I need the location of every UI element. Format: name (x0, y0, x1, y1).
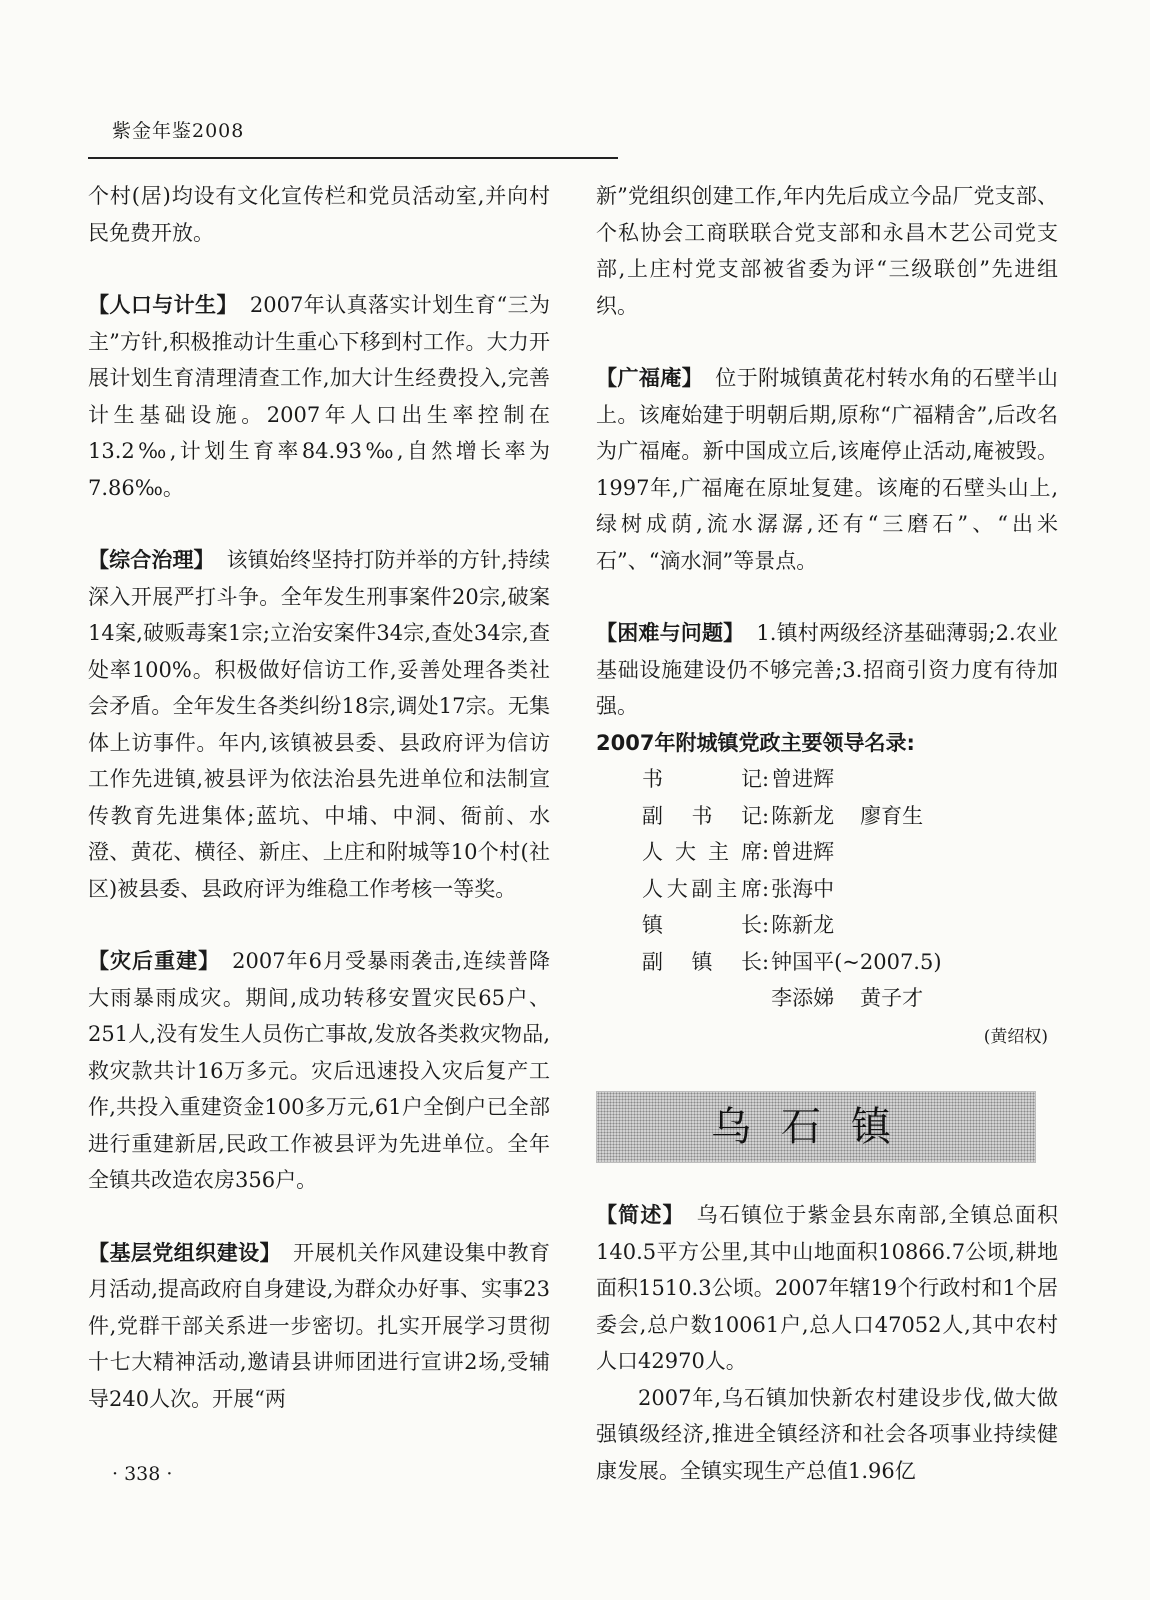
section-problems (596, 615, 1058, 725)
roster-row (642, 834, 1058, 871)
heading-guangfu: 【广福庵】 (596, 366, 704, 390)
text-party: 开展机关作风建设集中教育月活动,提高政府自身建设,为群众办好事、实事23件,党群干部关系进一步密切。扎实开展学习贯彻十七大精神活动,邀请县讲师团进行宣讲2场,受辅导240人次。开展“两 (88, 1240, 551, 1411)
roster-name: 张海中 (771, 876, 835, 901)
roster-name: 黄子才 (860, 986, 924, 1010)
roster-role (642, 980, 762, 1017)
page-number: · 338 · (112, 1463, 173, 1485)
roster-role: 镇长 (642, 913, 762, 937)
heading-population: 【人口与计生】 (88, 293, 238, 317)
roster-row (642, 907, 1058, 944)
roster-colon: : (762, 767, 770, 791)
left-column (88, 178, 550, 1417)
roster-colon: : (762, 876, 770, 901)
section-population (88, 287, 550, 506)
paragraph-continued: 新”党组织创建工作,年内先后成立今品厂党支部、个私协会工商联联合党支部和永昌木艺公司党支部,上庄村党支部被省委为评“三级联创”先进组织。 (596, 184, 1058, 318)
section-governance (88, 542, 550, 907)
header-rule (88, 157, 618, 159)
paragraph-2007: 2007年,乌石镇加快新农村建设步伐,做大做强镇级经济,推进全镇经济和社会各项事业持续健康发展。全镇实现生产总值1.96亿 (596, 1385, 1058, 1483)
roster-role: 人大副主席 (642, 876, 762, 901)
heading-problems: 【困难与问题】 (596, 621, 745, 645)
roster-names (769, 871, 834, 908)
roster-name: 陈新龙 (771, 913, 835, 937)
paragraph-intro: 个村(居)均设有文化宣传栏和党员活动室,并向村民免费开放。 (88, 184, 550, 245)
roster-name: 李添娣 (771, 986, 835, 1010)
roster-name: 陈新龙 (771, 803, 835, 828)
section-banner: 乌石镇 (596, 1091, 1036, 1163)
text-guangfu: 位于附城镇黄花村转水角的石壁半山上。该庵始建于明朝后期,原称“广福精舍”,后改名为广福庵。新中国成立后,该庵停止活动,庵被毁。1997年,广福庵在原址复建。该庵的石壁头山上,绿树成荫,流水潺潺,还有“三磨石”、“出米石”、“滴水洞”等景点。 (596, 366, 1058, 573)
roster-names (769, 761, 834, 798)
roster-title: 2007年附城镇党政主要领导名录: (596, 730, 915, 755)
roster-role: 书记 (642, 767, 762, 791)
roster-row (642, 980, 1058, 1017)
heading-reconstruction: 【灾后重建】 (88, 949, 221, 973)
text-problems: 1.镇村两级经济基础薄弱;2.农业基础设施建设仍不够完善;3.招商引资力度有待加强。 (596, 621, 1059, 718)
section-guangfu (596, 360, 1058, 579)
roster-row (642, 798, 1058, 835)
roster-row (642, 761, 1058, 798)
section-reconstruction (88, 943, 550, 1199)
text-reconstruction: 2007年6月受暴雨袭击,连续普降大雨暴雨成灾。期间,成功转移安置灾民65户、251人,没有发生人员伤亡事故,发放各类救灾物品,救灾款共计16万多元。灾后迅速投入灾后复产工作,共投入重建资金100多万元,61户全倒户已全部进行重建新居,民政工作被县评为先进单位。全年全镇共改造农房356户。 (88, 949, 551, 1192)
roster-names (769, 798, 923, 835)
section-overview (596, 1197, 1058, 1380)
roster-role: 副书记 (642, 803, 762, 828)
text-governance: 该镇始终坚持打防并举的方针,持续深入开展严打斗争。全年发生刑事案件20宗,破案14案,破贩毒案1宗;立治安案件34宗,查处34宗,查处率100%。积极做好信访工作,妥善处理各类社会矛盾。全年发生各类纠纷18宗,调处17宗。无集体上访事件。年内,该镇被县委、县政府评为信访工作先进镇,被县评为依法治县先进单位和法制宣传教育先进集体;蓝坑、中埔、中洞、衙前、水澄、黄花、横径、新庄、上庄和附城等10个村(社区)被县委、县政府评为维稳工作考核一等奖。 (88, 548, 550, 901)
roster-name: 曾进辉 (771, 767, 835, 791)
roster-role: 人大主席 (642, 840, 762, 864)
section-party (88, 1235, 550, 1418)
roster-name: 钟国平(~2007.5) (771, 949, 942, 974)
leadership-roster (642, 761, 1058, 1017)
roster-colon: : (762, 949, 770, 974)
heading-party: 【基层党组织建设】 (88, 1240, 282, 1265)
roster-name: 廖育生 (860, 803, 924, 828)
right-column (596, 178, 1058, 1489)
roster-name: 曾进辉 (771, 840, 835, 864)
roster-names (769, 907, 834, 944)
roster-colon: : (762, 840, 770, 864)
roster-names (769, 834, 834, 871)
text-overview: 乌石镇位于紫金县东南部,全镇总面积140.5平方公里,其中山地面积10866.7公顷,耕地面积1510.3公顷。2007年辖19个行政村和1个居委会,总户数10061户,总人口47052人,其中农村人口42970人。 (596, 1203, 1058, 1373)
roster-role: 副镇长 (642, 949, 762, 974)
roster-names (769, 980, 923, 1017)
roster-row (642, 944, 1058, 981)
running-head: 紫金年鉴2008 (112, 120, 245, 142)
text-population: 2007年认真落实计划生育“三为主”方针,积极推动计生重心下移到村工作。大力开展计划生育清理清查工作,加大计生经费投入,完善计生基础设施。2007年人口出生率控制在13.2‰,计划生育率84.93‰,自然增长率为7.86‰。 (88, 293, 551, 500)
author-credit: (黄绍权) (983, 1026, 1048, 1047)
heading-overview: 【简述】 (596, 1203, 685, 1227)
roster-row (642, 871, 1058, 908)
heading-governance: 【综合治理】 (88, 548, 215, 572)
roster-names (769, 944, 941, 981)
roster-colon: : (762, 913, 770, 937)
roster-colon: : (762, 803, 770, 828)
